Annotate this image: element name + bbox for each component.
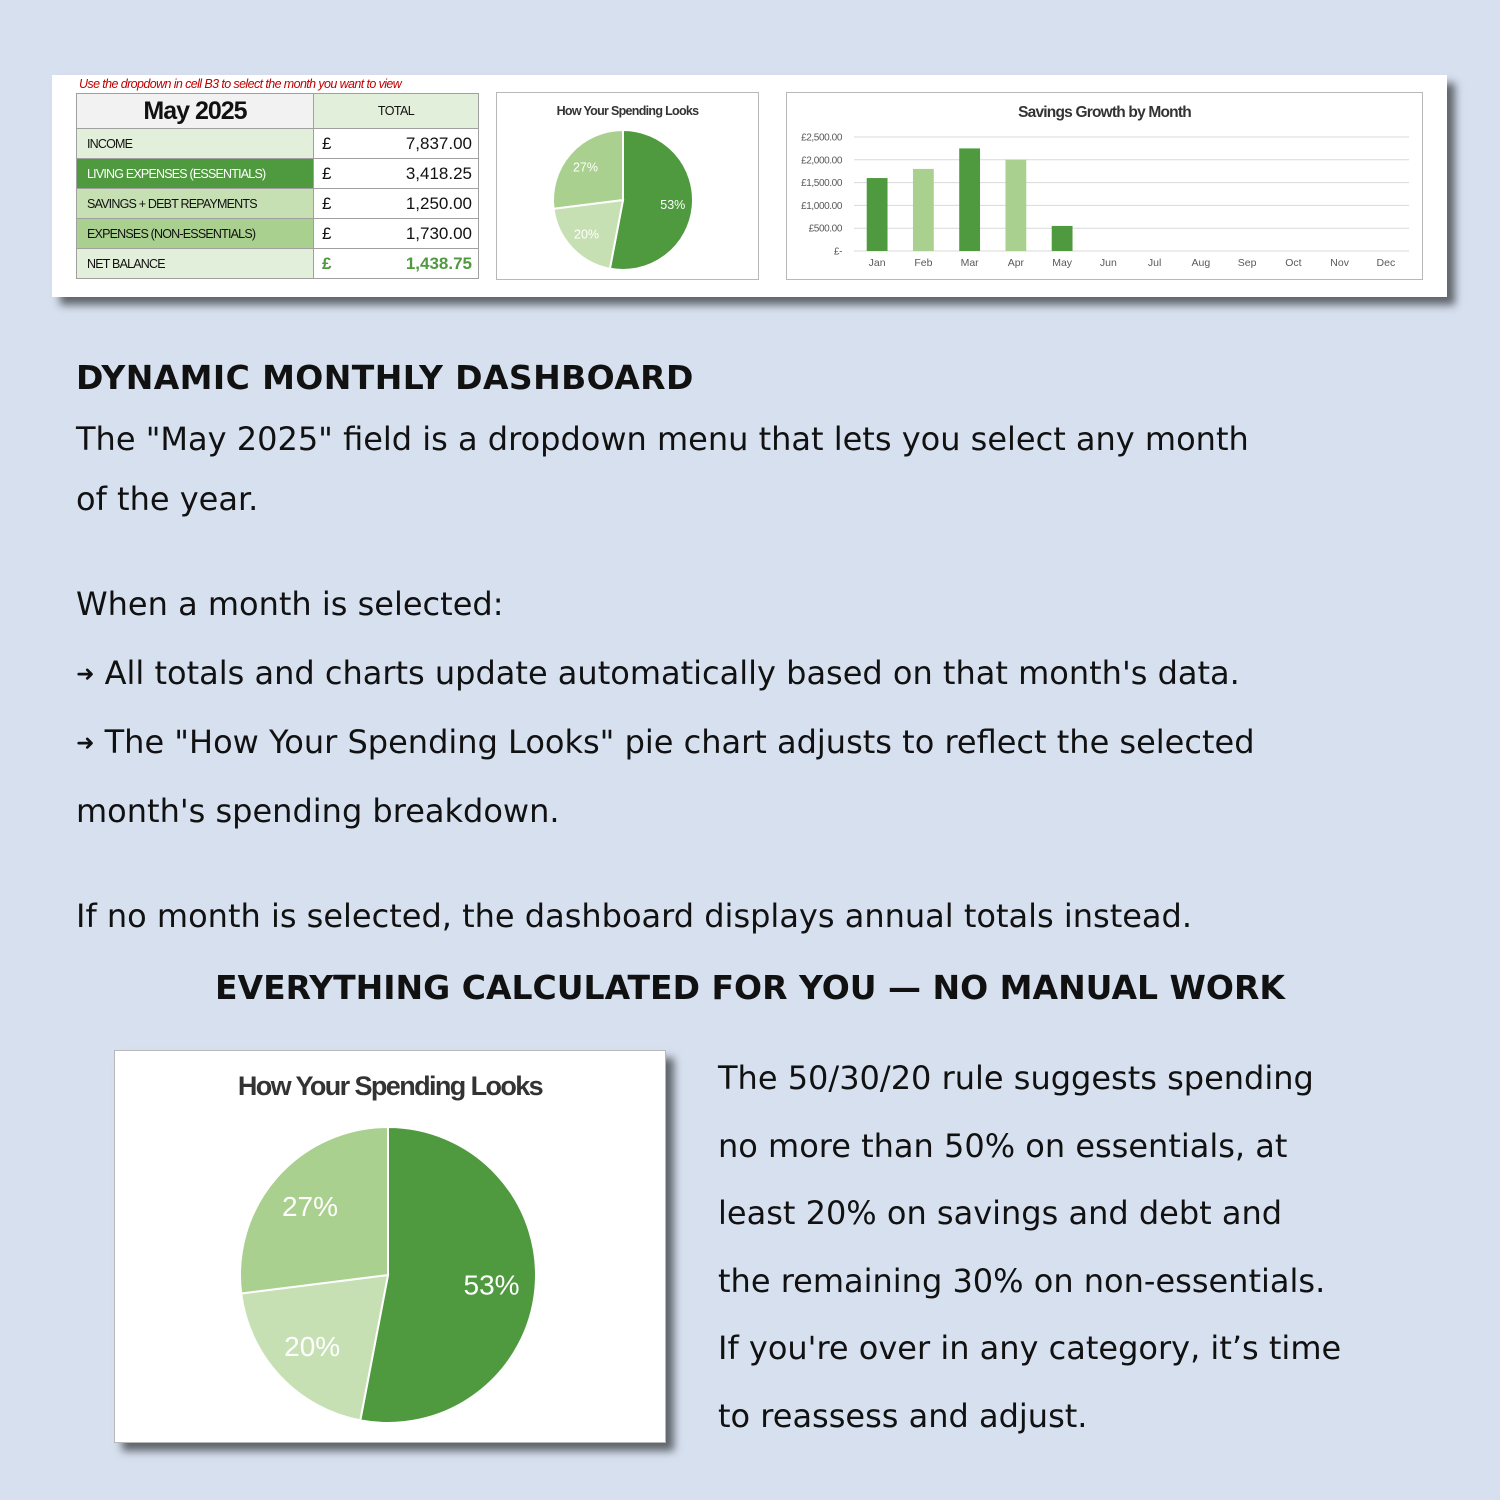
table-row <box>77 159 479 189</box>
y-tick-label: £2,500.00 <box>801 132 842 144</box>
pie-slice-label: 27% <box>281 1191 339 1223</box>
calculated-heading: EVERYTHING CALCULATED FOR YOU — NO MANUAL WORK <box>215 968 1285 1007</box>
pie-chart-svg <box>497 93 758 279</box>
row-label: INCOME <box>77 129 314 159</box>
bar-chart-title: Savings Growth by Month <box>1018 104 1191 121</box>
dashboard-heading: DYNAMIC MONTHLY DASHBOARD <box>76 358 694 397</box>
rule-line: least 20% on savings and debt and <box>718 1194 1283 1232</box>
y-tick-label: £1,500.00 <box>801 178 842 190</box>
table-row <box>77 249 479 279</box>
x-tick-label: Dec <box>1376 257 1396 269</box>
table-row <box>77 189 479 219</box>
pie-chart-large-svg <box>115 1051 665 1442</box>
summary-table <box>76 93 479 279</box>
x-tick-label: Jan <box>868 257 886 269</box>
bar-chart <box>786 92 1423 280</box>
row-label: LIVING EXPENSES (ESSENTIALS) <box>77 159 314 189</box>
x-tick-label: Apr <box>1007 257 1025 269</box>
rule-line: The 50/30/20 rule suggests spending <box>718 1059 1314 1097</box>
x-tick-label: Nov <box>1330 257 1349 269</box>
bullet-1 <box>76 643 1240 705</box>
pie-chart-large <box>114 1050 666 1443</box>
x-tick-label: Sep <box>1237 257 1257 269</box>
table-row <box>77 129 479 159</box>
rule-line: to reassess and adjust. <box>718 1396 1088 1435</box>
table-row <box>77 219 479 249</box>
arrow-icon: ➜ <box>76 731 95 756</box>
x-tick-label: Oct <box>1285 257 1302 269</box>
y-tick-label: £- <box>833 246 842 258</box>
bullet-2 <box>76 712 1255 774</box>
bar <box>913 169 934 251</box>
bar <box>1005 160 1026 251</box>
pie-slice-label: 53% <box>660 198 686 213</box>
x-tick-label: Jul <box>1147 257 1162 269</box>
x-tick-label: Aug <box>1191 257 1211 269</box>
y-tick-label: £500.00 <box>808 223 842 235</box>
pie-chart-title: How Your Spending Looks <box>556 104 699 118</box>
row-currency: £ <box>314 159 337 189</box>
pie-chart-small <box>496 92 759 280</box>
x-tick-label: Jun <box>1099 257 1117 269</box>
pie-chart-large-title: How Your Spending Looks <box>237 1071 543 1101</box>
bar <box>1052 226 1073 251</box>
rule-line: If you're over in any category, it’s time <box>718 1329 1342 1367</box>
month-dropdown[interactable]: May 2025 <box>77 94 314 129</box>
row-currency: £ <box>314 219 337 249</box>
bullet-2-text: The "How Your Spending Looks" pie chart adjusts to reflect the selected <box>104 723 1255 761</box>
x-tick-label: Mar <box>960 257 979 269</box>
rule-line: no more than 50% on essentials, at <box>718 1126 1288 1165</box>
row-currency: £ <box>314 129 337 159</box>
row-label: NET BALANCE <box>77 249 314 279</box>
bar <box>867 178 888 251</box>
pie-slice-label: 20% <box>284 1330 341 1362</box>
x-tick-label: May <box>1052 257 1073 269</box>
dropdown-hint: Use the dropdown in cell B3 to select the month you want to view <box>79 77 402 91</box>
when-selected-text: When a month is selected: <box>76 585 504 623</box>
intro-line-2: of the year. <box>76 480 259 518</box>
row-currency: £ <box>314 189 337 219</box>
row-value: 3,418.25 <box>336 159 479 189</box>
row-label: EXPENSES (NON-ESSENTIALS) <box>77 219 314 249</box>
pie-slice-label: 20% <box>574 227 600 242</box>
bar <box>959 148 980 251</box>
row-currency: £ <box>314 249 337 279</box>
pie-slice-label: 27% <box>572 160 599 175</box>
bullet-2-continued: month's spending breakdown. <box>76 792 560 830</box>
row-label: SAVINGS + DEBT REPAYMENTS <box>77 189 314 219</box>
y-tick-label: £1,000.00 <box>801 200 842 212</box>
dashboard-sheet <box>52 75 1447 297</box>
x-tick-label: Feb <box>914 257 933 269</box>
rule-line: the remaining 30% on non-essentials. <box>718 1261 1326 1300</box>
pie-slice-label: 53% <box>463 1269 520 1301</box>
total-header: TOTAL <box>314 94 479 129</box>
rule-explanation <box>718 1045 1438 1450</box>
annual-totals-text: If no month is selected, the dashboard displays annual totals instead. <box>76 897 1193 935</box>
y-tick-label: £2,000.00 <box>801 155 842 167</box>
row-value: 1,250.00 <box>336 189 479 219</box>
bullet-1-text: All totals and charts update automatically based on that month's data. <box>104 654 1240 692</box>
row-value: 7,837.00 <box>336 129 479 159</box>
intro-line-1: The "May 2025" field is a dropdown menu that lets you select any month <box>76 420 1249 458</box>
bar-chart-svg <box>787 93 1422 279</box>
arrow-icon: ➜ <box>76 662 95 687</box>
row-value: 1,438.75 <box>336 249 479 279</box>
row-value: 1,730.00 <box>336 219 479 249</box>
